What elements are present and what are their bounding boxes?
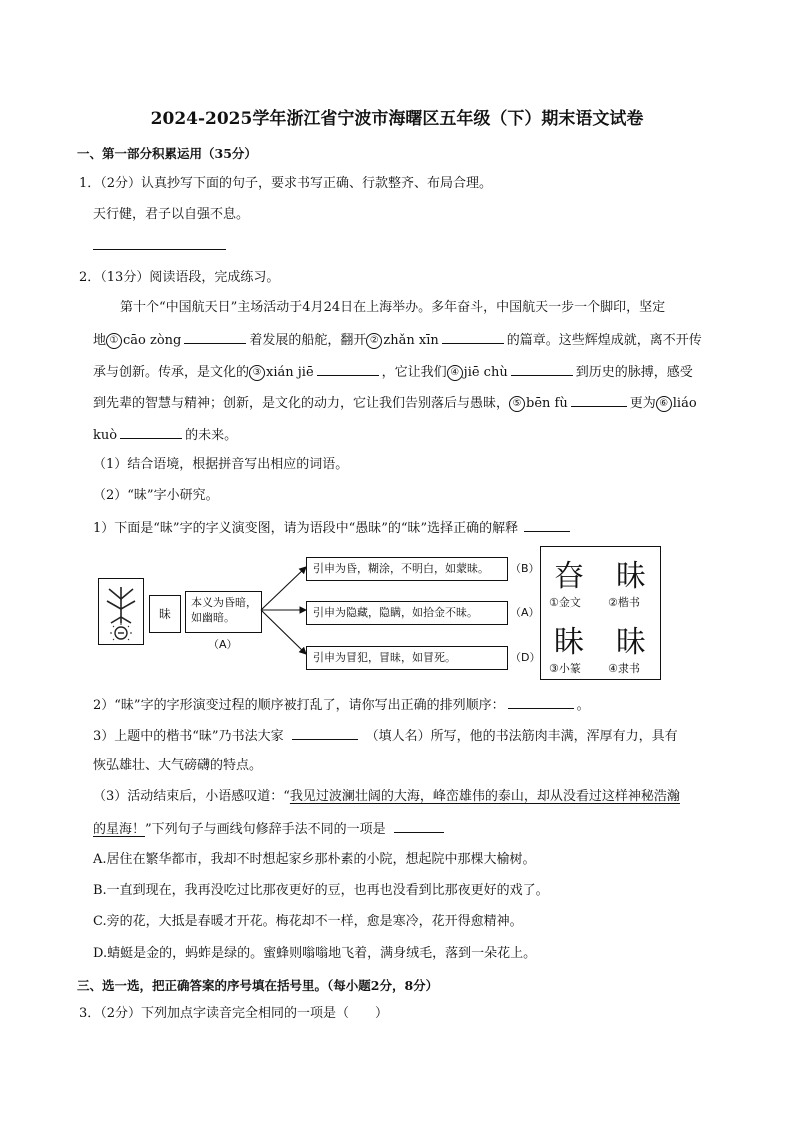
subquestion-2-part-2: 2）“昧”字的字形演变过程的顺序被打乱了，请你写出正确的排列顺序： 。 [93, 694, 590, 716]
question-2-stem: 2．（13分）阅读语段，完成练习。 [79, 270, 280, 285]
marker-2: ② [366, 333, 382, 349]
pinyin-3: xián jiē [266, 365, 314, 380]
passage-text: 地 [93, 333, 107, 348]
answer-blank-order[interactable] [508, 694, 574, 709]
pinyin-4: jiē chù [463, 365, 508, 380]
subquestion-3-text: （3）活动结束后，小语感叹道：“ [93, 789, 290, 804]
subquestion-2-part-3 [93, 725, 678, 747]
answer-blank-calligrapher[interactable] [292, 725, 358, 740]
answer-blank-rhetoric[interactable] [394, 818, 444, 833]
question-1-stem: 1．（2分）认真抄写下面的句子，要求书写正确、行款整齐、布局合理。 [79, 176, 493, 191]
option-a[interactable]: A.居住在繁华都市，我却不时想起家乡那朴素的小院，想起院中那棵大榆树。 [93, 852, 536, 867]
pinyin-6: liáo [672, 396, 697, 411]
passage-line-2 [93, 329, 702, 351]
page-title: 2024-2025学年浙江省宁波市海曙区五年级（下）期末语文试卷 [150, 109, 644, 129]
passage-line-5 [93, 424, 237, 446]
marker-4: ④ [447, 365, 463, 381]
script-glyph-bronze: 昚 [554, 559, 584, 594]
subquestion-2-part-2-text: 2）“昧”字的字形演变过程的顺序被打乱了，请你写出正确的排列顺序： [93, 698, 505, 713]
subquestion-3-text-b: ”下列句子与画线句修辞手法不同的一项是 [145, 822, 386, 837]
character-label: 昧 [158, 607, 171, 621]
origin-meaning-box [185, 591, 262, 633]
character-box [149, 595, 181, 633]
meaning-tag-3: （D） [510, 651, 541, 664]
pinyin-2: zhǎn xīn [383, 333, 439, 348]
passage-text: 的篇章。这些辉煌成就，离不开传 [506, 333, 702, 348]
passage-line-1: 第十个“中国航天日”主场活动于4月24日在上海举办。多年奋斗，中国航天一步一个脚印，坚定 [120, 300, 666, 315]
passage-text: 更为 [629, 396, 656, 411]
marker-1: ① [106, 333, 122, 349]
answer-blank-5[interactable] [571, 392, 627, 407]
pinyin-1: cāo zòng [123, 333, 182, 348]
question-3-stem: 3．（2分）下列加点字读音完全相同的一项是（ ） [79, 1006, 389, 1021]
oracle-image-box [98, 578, 144, 645]
passage-text: 的未来。 [185, 428, 238, 443]
subquestion-2-part-1-text: 1）下面是“昧”字的字义演变图，请为语段中“愚昧”的“昧”选择正确的解释 [93, 521, 519, 536]
subquestion-1: （1）结合语境，根据拼音写出相应的词语。 [93, 457, 349, 472]
answer-blank-4[interactable] [511, 361, 573, 376]
marker-3: ③ [249, 365, 265, 381]
subquestion-2-part-3-text-b: （填人名）所写，他的书法筋肉丰满，浑厚有力，具有 [365, 729, 678, 744]
script-forms-panel [540, 546, 661, 680]
script-glyph-seal: 眛 [554, 625, 584, 660]
copy-answer-line[interactable] [93, 249, 226, 250]
ancient-character-icon [99, 579, 143, 644]
meaning-box-2 [306, 601, 508, 625]
passage-text: 承与创新。传承，是文化的 [93, 365, 250, 380]
option-d[interactable]: D.蜻蜓是金的，蚂蚱是绿的。蜜蜂则嗡嗡地飞着，满身绒毛，落到一朵花上。 [93, 946, 537, 961]
script-label-regular: ②楷书 [608, 596, 640, 609]
answer-blank-meaning[interactable] [524, 517, 570, 532]
section-heading-1: 一、第一部分积累运用（35分） [77, 146, 257, 161]
passage-line-3 [93, 361, 693, 383]
option-b[interactable]: B.一直到现在，我再没吃过比那夜更好的豆，也再也没看到比那夜更好的戏了。 [93, 883, 549, 898]
answer-blank-3[interactable] [317, 361, 379, 376]
branch-arrows [258, 555, 312, 665]
underlined-sentence-end: 的星海！ [93, 822, 146, 837]
meaning-text-1: 引申为昏，糊涂，不明白，如蒙昧。 [313, 562, 489, 575]
script-glyph-regular: 昧 [616, 559, 646, 594]
meaning-text-2: 引申为隐藏，隐瞒，如拾金不昧。 [313, 606, 478, 619]
answer-blank-2[interactable] [442, 329, 504, 344]
passage-text: 到先辈的智慧与精神；创新，是文化的动力，它让我们告别落后与愚昧， [93, 396, 510, 411]
pinyin-5: bēn fù [526, 396, 568, 411]
origin-meaning-line-1: 本义为昏暗， [191, 596, 257, 609]
section-heading-3: 三、选一选，把正确答案的序号填在括号里。（每小题2分，8分） [77, 978, 439, 993]
script-label-bronze: ①金文 [549, 596, 581, 609]
marker-6: ⑥ [656, 396, 672, 412]
script-glyph-clerical: 昧 [616, 625, 646, 660]
subquestion-2-part-3-cont: 恢弘雄壮、大气磅礴的特点。 [93, 758, 263, 773]
meaning-tag-1: （B） [510, 562, 540, 575]
passage-text: 到历史的脉搏，感受 [575, 365, 693, 380]
passage-text: 着发展的船舵，翻开 [249, 333, 367, 348]
origin-tag: （A） [208, 638, 238, 651]
answer-blank-6[interactable] [120, 424, 182, 439]
subquestion-3-line-2 [93, 818, 447, 840]
meaning-box-3 [306, 646, 508, 670]
meaning-text-3: 引申为冒犯，冒昧，如冒死。 [313, 651, 456, 664]
meaning-box-1 [306, 557, 508, 581]
marker-5: ⑤ [509, 396, 525, 412]
subquestion-2-part-1 [93, 517, 573, 539]
subquestion-3-line-1 [93, 787, 680, 807]
option-c[interactable]: C.旁的花，大抵是春暖才开花。梅花却不一样，愈是寒冷，花开得愈精神。 [93, 914, 523, 929]
script-label-seal: ③小篆 [549, 662, 581, 675]
passage-line-4 [93, 392, 697, 414]
origin-meaning-line-2: 如幽暗。 [191, 611, 235, 624]
pinyin-6-cont: kuò [93, 428, 118, 443]
subquestion-2-part-3-text: 3）上题中的楷书“昧”乃书法大家 [93, 729, 284, 744]
meaning-tag-2: （A） [510, 606, 540, 619]
passage-text: ，它让我们 [381, 365, 447, 380]
underlined-sentence: 我见过波澜壮阔的大海，峰峦雄伟的泰山，却从没看过这样神秘浩瀚 [289, 789, 680, 804]
subquestion-2: （2）“昧”字小研究。 [93, 488, 219, 503]
question-1-sentence: 天行健，君子以自强不息。 [93, 207, 250, 222]
script-label-clerical: ④隶书 [608, 662, 640, 675]
answer-blank-1[interactable] [184, 329, 246, 344]
